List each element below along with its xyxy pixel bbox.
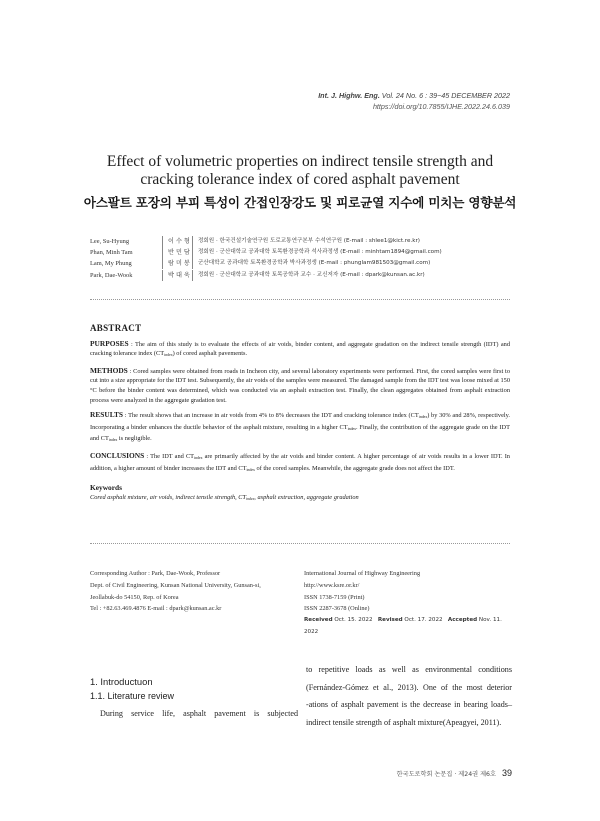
divider-dotted [90,299,510,300]
author-row [90,247,520,258]
author-affiliation: 정회원 · 한국건설기술연구원 도로교통연구본부 수석연구원 (E-mail : shlee1@kict.re.kr) [192,236,520,247]
author-name-kr: 람 미 봉 [162,258,192,269]
body-right-column [306,661,512,731]
author-affiliation: 정회원 · 군산대학교 공과대학 토목환경공학과 석사과정생 (E-mail : minhtam1894@gmail.com) [192,247,520,258]
title-en-line1: Effect of volumetric properties on indirect tensile strength and [106,153,494,170]
keywords-list: Cored asphalt mixture, air voids, indirect tensile strength, $CT_{index}$, asphalt extraction, aggregate gradation [90,493,359,501]
section-heading: 1. Introductuon [90,676,153,687]
author-list [90,236,520,281]
body-line: (Fernández-Gómez et al., 2013). One of the most deterior [306,682,512,692]
author-name-en: Phan, Minh Tam [90,249,133,257]
keywords-heading: Keywords [90,483,123,493]
corresponding-author: Corresponding Author : Park, Dae-Wook, Professor Dept. of Civil Engineering, Kunsan National University, Gunsan-si, Jeollabuk-do 54150, Rep. of Korea Tel : +82.63.469.4876 E-mail : dpark@kunsan.ac.kr [90,568,300,615]
abstract [90,324,510,504]
results-label: RESULTS [90,410,124,420]
conclusions-label: CONCLUSIONS [90,450,145,460]
author-row [90,236,520,247]
journal-name: International Journal of Highway Engineering [304,570,421,577]
history-dates: Received Oct. 15. 2022 Revised Oct. 17. 2022 Accepted Nov. 11. 2022 [304,617,502,635]
author-name-en: Lee, Su-Hyung [90,238,130,246]
author-row [90,270,520,281]
issn-online: ISSN 2287-3678 (Online) [304,605,370,613]
journal-url[interactable]: http://www.ksre.or.kr/ [304,581,360,589]
body-line: -ations of asphalt pavement is the decrease in bearing loads– [306,700,512,709]
author-name-en: Lam, My Phung [90,260,132,268]
methods-label: METHODS [90,365,128,375]
divider-dotted [90,543,510,544]
publication-info [304,568,514,639]
body-paragraph: During service life, asphalt pavement is subjected [100,709,298,718]
journal-header [318,90,510,112]
author-name-kr: 이 수 형 [162,236,192,247]
abstract-methods: METHODS : Cored samples were obtained from roads in Incheon city, and several laboratory experiments were performed. First, the cored samples were first to cut into a size appropriate for the IDT test. Subsequently, the air voids of the samples were measured. The damaged sample from the IDT test was loose mixed at 150 °C before the binder content was determined, which was conducted via an asphalt extraction test. Finally, the clean aggregates obtained from asphalt extraction process were analyzed in the aggregate gradation test. [90,365,510,404]
author-name-kr: 반 민 담 [162,247,192,258]
issn-print: ISSN 1738-7159 (Print) [304,593,365,601]
title-en-line2: cracking tolerance index of cored asphalt pavement [140,171,460,188]
journal-abbrev: Int. J. Highw. Eng. [318,91,380,100]
abstract-heading: ABSTRACT [90,323,142,333]
abstract-conclusions: CONCLUSIONS : The IDT and $CT_{index}$ are primarily affected by the air voids and binder content. A higher percentage of air voids results in a lower IDT. In addition, a higher amount of binder increases the IDT and $CT_{index}$ of the cored samples. Meanwhile, the aggregate grade does not affect the IDT. [90,450,510,472]
purposes-label: PURPOSES [90,338,129,348]
journal-volume: Vol. 24 No. 6 : 39~45 DECEMBER 2022 [379,91,510,100]
author-name-kr: 박 대 욱 [162,270,192,281]
page-number: 39 [501,768,512,778]
contact-line: Tel : +82.63.469.4876 E-mail : dpark@kunsan.ac.kr [90,605,222,613]
footer-journal: 한국도로학회 논문집 · 제24권 제6호 [396,770,496,778]
author-affiliation: 군산대학교 공과대학 토목환경공학과 박사과정생 (E-mail : phunglam981503@gmail.com) [192,258,520,269]
abstract-results: RESULTS : The result shows that an increase in air voids from 4% to 8% decreases the IDT and cracking tolerance index $(CT_{index})$ by 30% and 28%, respectively. Incorporating a binder enhances the ductile behavior of the asphalt mixture, resulting in a higher $CT_{index}$. Finally, the contribution of the aggregate grade on the IDT and $CT_{index}$ is negligible. [90,410,510,443]
body-line: indirect tensile strength of asphalt mixture(Apeagyei, 2011). [306,717,502,727]
page-footer [397,768,512,778]
body-line: to repetitive loads as well as environmental conditions [306,665,512,674]
doi-link[interactable]: https://doi.org/10.7855/IJHE.2022.24.6.039 [372,102,510,111]
subsection-heading: 1.1. Literature review [90,691,175,701]
author-name-en: Park, Dae-Wook [90,271,133,279]
body-left-column [90,673,298,723]
author-row [90,258,520,269]
title-english [90,153,510,189]
author-affiliation: 정회원 · 군산대학교 공과대학 토목공학과 교수 · 교신저자 (E-mail : dpark@kunsan.ac.kr) [192,270,520,281]
abstract-purposes: PURPOSES : The aim of this study is to evaluate the effects of air voids, binder content, and aggregate gradation on the indirect tensile strength (IDT) and cracking tolerance index $(CT_{index})$ of cored asphalt pavements. [90,338,510,358]
title-korean: 아스팔트 포장의 부피 특성이 간접인장강도 및 피로균열 지수에 미치는 영향분석 [83,195,517,210]
